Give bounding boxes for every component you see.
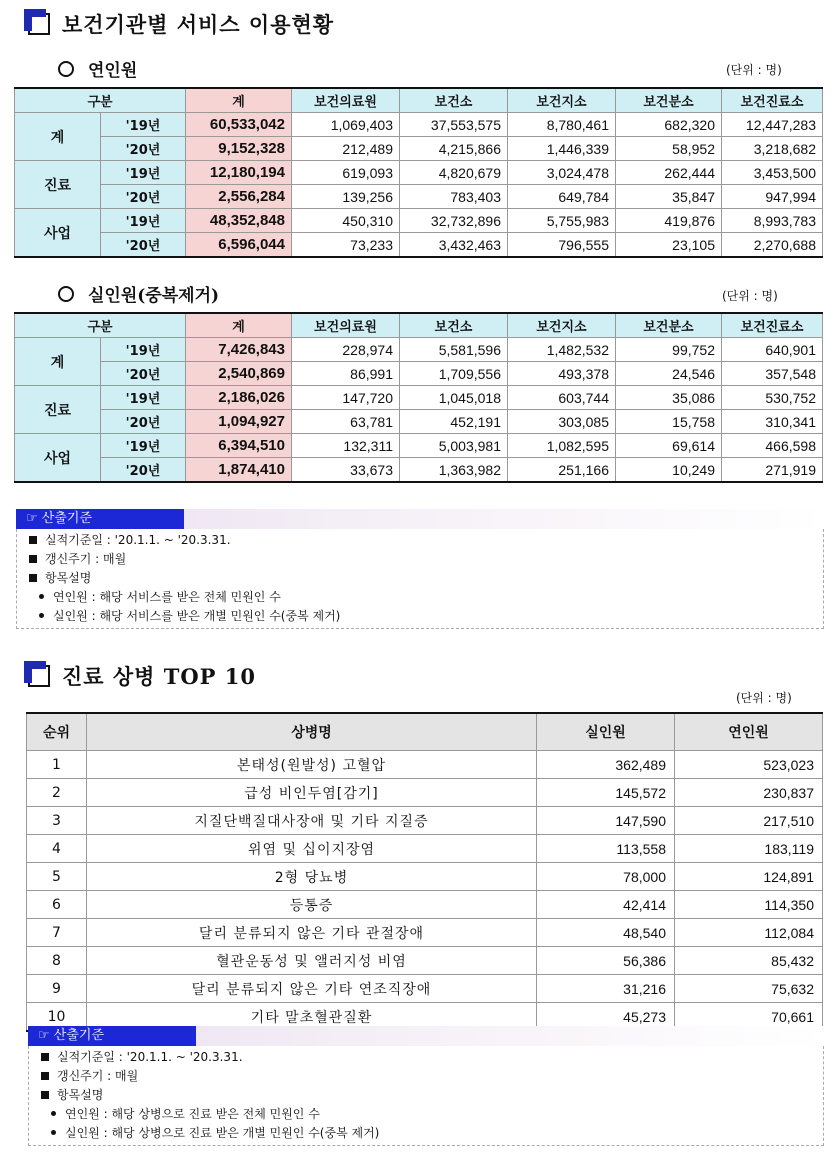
- table-row: [15, 434, 823, 458]
- top10-diseases-table: [26, 712, 823, 1032]
- dot-bullet-icon: [39, 594, 44, 599]
- cell-total: 75,632: [675, 975, 823, 1003]
- cell-name: 급성 비인두염[감기]: [87, 779, 537, 807]
- value-cell: 5,581,596: [400, 338, 508, 362]
- column-header: 보건지소: [508, 313, 616, 338]
- cell-name: 등통증: [87, 891, 537, 919]
- cell-total: 230,837: [675, 779, 823, 807]
- column-header: 계: [186, 313, 292, 338]
- total-cell: 1,874,410: [186, 458, 292, 483]
- unit-label-2: (단위 : 명): [722, 289, 778, 303]
- value-cell: 310,341: [722, 410, 823, 434]
- unit-label-1: (단위 : 명): [726, 63, 782, 77]
- value-cell: 947,994: [722, 185, 823, 209]
- table-row: [27, 975, 823, 1003]
- value-cell: 619,093: [292, 161, 400, 185]
- heading-box-icon: [28, 13, 50, 35]
- table-row: [15, 233, 823, 258]
- value-cell: 1,363,982: [400, 458, 508, 483]
- year-label: '19년: [101, 434, 186, 458]
- column-header: 상병명: [87, 713, 537, 751]
- value-cell: 63,781: [292, 410, 400, 434]
- value-cell: 493,378: [508, 362, 616, 386]
- value-cell: 1,446,339: [508, 137, 616, 161]
- row-group-label: 진료: [15, 386, 101, 434]
- column-header: 보건진료소: [722, 88, 823, 113]
- total-cell: 6,394,510: [186, 434, 292, 458]
- year-label: '20년: [101, 362, 186, 386]
- cell-rank: 8: [27, 947, 87, 975]
- column-header: 순위: [27, 713, 87, 751]
- row-group-label: 계: [15, 113, 101, 161]
- value-cell: 796,555: [508, 233, 616, 258]
- table-row: [15, 137, 823, 161]
- cell-name: 위염 및 십이지장염: [87, 835, 537, 863]
- column-header: 보건소: [400, 313, 508, 338]
- square-bullet-icon: [29, 536, 37, 544]
- value-cell: 33,673: [292, 458, 400, 483]
- value-cell: 2,270,688: [722, 233, 823, 258]
- cell-rank: 2: [27, 779, 87, 807]
- value-cell: 603,744: [508, 386, 616, 410]
- basis-label: ☞ 산출기준: [16, 509, 184, 529]
- cell-rank: 10: [27, 1003, 87, 1032]
- value-cell: 452,191: [400, 410, 508, 434]
- calculation-basis-2: ☞ 산출기준 실적기준일 : '20.1.1. ~ '20.3.31. 갱신주기 : 매월 항목설명 연인원 : 해당 상병으로 진료 받은 전체 민원인 수 실인원 : 해당 상병으로 진료 받은 개별 민원인 수(중복 제거): [28, 1026, 824, 1146]
- value-cell: 419,876: [616, 209, 722, 233]
- cell-name: 기타 말초혈관질환: [87, 1003, 537, 1032]
- cell-rank: 9: [27, 975, 87, 1003]
- table-row: [27, 835, 823, 863]
- cell-rank: 7: [27, 919, 87, 947]
- circle-icon: [58, 286, 74, 302]
- row-group-label: 사업: [15, 209, 101, 258]
- cell-total: 114,350: [675, 891, 823, 919]
- total-cell: 48,352,848: [186, 209, 292, 233]
- cell-rank: 4: [27, 835, 87, 863]
- annual-visits-table: [14, 87, 823, 258]
- cell-real: 48,540: [537, 919, 675, 947]
- total-cell: 60,533,042: [186, 113, 292, 137]
- value-cell: 99,752: [616, 338, 722, 362]
- dot-bullet-icon: [51, 1130, 56, 1135]
- column-header: 계: [186, 88, 292, 113]
- value-cell: 37,553,575: [400, 113, 508, 137]
- cell-rank: 5: [27, 863, 87, 891]
- total-cell: 9,152,328: [186, 137, 292, 161]
- cell-total: 217,510: [675, 807, 823, 835]
- cell-rank: 1: [27, 751, 87, 779]
- value-cell: 147,720: [292, 386, 400, 410]
- cell-real: 147,590: [537, 807, 675, 835]
- value-cell: 4,215,866: [400, 137, 508, 161]
- total-cell: 12,180,194: [186, 161, 292, 185]
- column-header: 보건분소: [616, 88, 722, 113]
- table-row: [15, 386, 823, 410]
- column-header: 연인원: [675, 713, 823, 751]
- subheading-annual: 연인원: [58, 56, 137, 81]
- table-row: [15, 209, 823, 233]
- value-cell: 450,310: [292, 209, 400, 233]
- cell-real: 113,558: [537, 835, 675, 863]
- value-cell: 4,820,679: [400, 161, 508, 185]
- value-cell: 228,974: [292, 338, 400, 362]
- value-cell: 15,758: [616, 410, 722, 434]
- value-cell: 8,993,783: [722, 209, 823, 233]
- year-label: '20년: [101, 137, 186, 161]
- value-cell: 271,919: [722, 458, 823, 483]
- square-bullet-icon: [41, 1053, 49, 1061]
- cell-real: 78,000: [537, 863, 675, 891]
- column-header: 구분: [15, 88, 186, 113]
- basis-label: ☞ 산출기준: [28, 1026, 196, 1046]
- cell-real: 45,273: [537, 1003, 675, 1032]
- cell-rank: 6: [27, 891, 87, 919]
- table-row: [27, 919, 823, 947]
- value-cell: 262,444: [616, 161, 722, 185]
- year-label: '19년: [101, 113, 186, 137]
- column-header: 구분: [15, 313, 186, 338]
- column-header: 보건의료원: [292, 313, 400, 338]
- year-label: '20년: [101, 410, 186, 434]
- table-row: [15, 362, 823, 386]
- column-header: 실인원: [537, 713, 675, 751]
- value-cell: 32,732,896: [400, 209, 508, 233]
- circle-icon: [58, 61, 74, 77]
- column-header: 보건의료원: [292, 88, 400, 113]
- value-cell: 466,598: [722, 434, 823, 458]
- cell-real: 42,414: [537, 891, 675, 919]
- heading-box-icon: [28, 665, 50, 687]
- cell-name: 지질단백질대사장애 및 기타 지질증: [87, 807, 537, 835]
- cell-total: 124,891: [675, 863, 823, 891]
- table-row: [27, 807, 823, 835]
- column-header: 보건소: [400, 88, 508, 113]
- cell-total: 523,023: [675, 751, 823, 779]
- value-cell: 5,003,981: [400, 434, 508, 458]
- value-cell: 10,249: [616, 458, 722, 483]
- value-cell: 3,024,478: [508, 161, 616, 185]
- unit-label-3: (단위 : 명): [736, 691, 792, 705]
- value-cell: 682,320: [616, 113, 722, 137]
- value-cell: 251,166: [508, 458, 616, 483]
- column-header: 보건지소: [508, 88, 616, 113]
- value-cell: 86,991: [292, 362, 400, 386]
- value-cell: 303,085: [508, 410, 616, 434]
- total-cell: 6,596,044: [186, 233, 292, 258]
- year-label: '20년: [101, 185, 186, 209]
- cell-name: 달리 분류되지 않은 기타 관절장애: [87, 919, 537, 947]
- value-cell: 12,447,283: [722, 113, 823, 137]
- row-group-label: 계: [15, 338, 101, 386]
- value-cell: 1,069,403: [292, 113, 400, 137]
- cell-name: 2형 당뇨병: [87, 863, 537, 891]
- value-cell: 139,256: [292, 185, 400, 209]
- value-cell: 58,952: [616, 137, 722, 161]
- cell-name: 본태성(원발성) 고혈압: [87, 751, 537, 779]
- square-bullet-icon: [41, 1091, 49, 1099]
- total-cell: 2,556,284: [186, 185, 292, 209]
- table-row: [15, 338, 823, 362]
- table-row: [15, 185, 823, 209]
- section1-title: 보건기관별 서비스 이용현황: [62, 12, 335, 37]
- value-cell: 530,752: [722, 386, 823, 410]
- table-row: [15, 113, 823, 137]
- cell-total: 183,119: [675, 835, 823, 863]
- column-header: 보건진료소: [722, 313, 823, 338]
- cell-real: 145,572: [537, 779, 675, 807]
- year-label: '20년: [101, 233, 186, 258]
- table-row: [27, 751, 823, 779]
- square-bullet-icon: [29, 574, 37, 582]
- dot-bullet-icon: [51, 1111, 56, 1116]
- value-cell: 3,218,682: [722, 137, 823, 161]
- year-label: '19년: [101, 161, 186, 185]
- value-cell: 1,045,018: [400, 386, 508, 410]
- dot-bullet-icon: [39, 613, 44, 618]
- unique-visits-table: [14, 312, 823, 483]
- section2-title: 진료 상병 TOP 10: [62, 664, 257, 689]
- row-group-label: 진료: [15, 161, 101, 209]
- cell-real: 362,489: [537, 751, 675, 779]
- total-cell: 2,540,869: [186, 362, 292, 386]
- cell-name: 혈관운동성 및 앨러지성 비염: [87, 947, 537, 975]
- table-row: [15, 161, 823, 185]
- table-row: [15, 458, 823, 483]
- total-cell: 7,426,843: [186, 338, 292, 362]
- calculation-basis-1: ☞ 산출기준 실적기준일 : '20.1.1. ~ '20.3.31. 갱신주기 : 매월 항목설명 연인원 : 해당 서비스를 받은 전체 민원인 수 실인원 : 해당 서비스를 받은 개별 민원인 수(중복 제거): [16, 509, 824, 629]
- value-cell: 3,432,463: [400, 233, 508, 258]
- table-row: [27, 891, 823, 919]
- value-cell: 1,482,532: [508, 338, 616, 362]
- value-cell: 73,233: [292, 233, 400, 258]
- value-cell: 132,311: [292, 434, 400, 458]
- table-row: [27, 779, 823, 807]
- table-row: [15, 410, 823, 434]
- column-header: 보건분소: [616, 313, 722, 338]
- row-group-label: 사업: [15, 434, 101, 483]
- value-cell: 5,755,983: [508, 209, 616, 233]
- square-bullet-icon: [41, 1072, 49, 1080]
- value-cell: 1,709,556: [400, 362, 508, 386]
- value-cell: 35,847: [616, 185, 722, 209]
- value-cell: 8,780,461: [508, 113, 616, 137]
- value-cell: 783,403: [400, 185, 508, 209]
- cell-real: 31,216: [537, 975, 675, 1003]
- total-cell: 1,094,927: [186, 410, 292, 434]
- value-cell: 24,546: [616, 362, 722, 386]
- value-cell: 69,614: [616, 434, 722, 458]
- value-cell: 212,489: [292, 137, 400, 161]
- subheading-unique: 실인원(중복제거): [58, 281, 219, 306]
- value-cell: 649,784: [508, 185, 616, 209]
- cell-total: 112,084: [675, 919, 823, 947]
- section2-heading: [28, 661, 256, 691]
- year-label: '20년: [101, 458, 186, 483]
- value-cell: 1,082,595: [508, 434, 616, 458]
- value-cell: 640,901: [722, 338, 823, 362]
- table-row: [27, 863, 823, 891]
- value-cell: 357,548: [722, 362, 823, 386]
- cell-total: 85,432: [675, 947, 823, 975]
- year-label: '19년: [101, 386, 186, 410]
- cell-name: 달리 분류되지 않은 기타 연조직장애: [87, 975, 537, 1003]
- total-cell: 2,186,026: [186, 386, 292, 410]
- table-row: [27, 947, 823, 975]
- year-label: '19년: [101, 209, 186, 233]
- year-label: '19년: [101, 338, 186, 362]
- section1-heading: [28, 9, 334, 39]
- cell-real: 56,386: [537, 947, 675, 975]
- square-bullet-icon: [29, 555, 37, 563]
- cell-total: 70,661: [675, 1003, 823, 1032]
- value-cell: 35,086: [616, 386, 722, 410]
- cell-rank: 3: [27, 807, 87, 835]
- value-cell: 23,105: [616, 233, 722, 258]
- value-cell: 3,453,500: [722, 161, 823, 185]
